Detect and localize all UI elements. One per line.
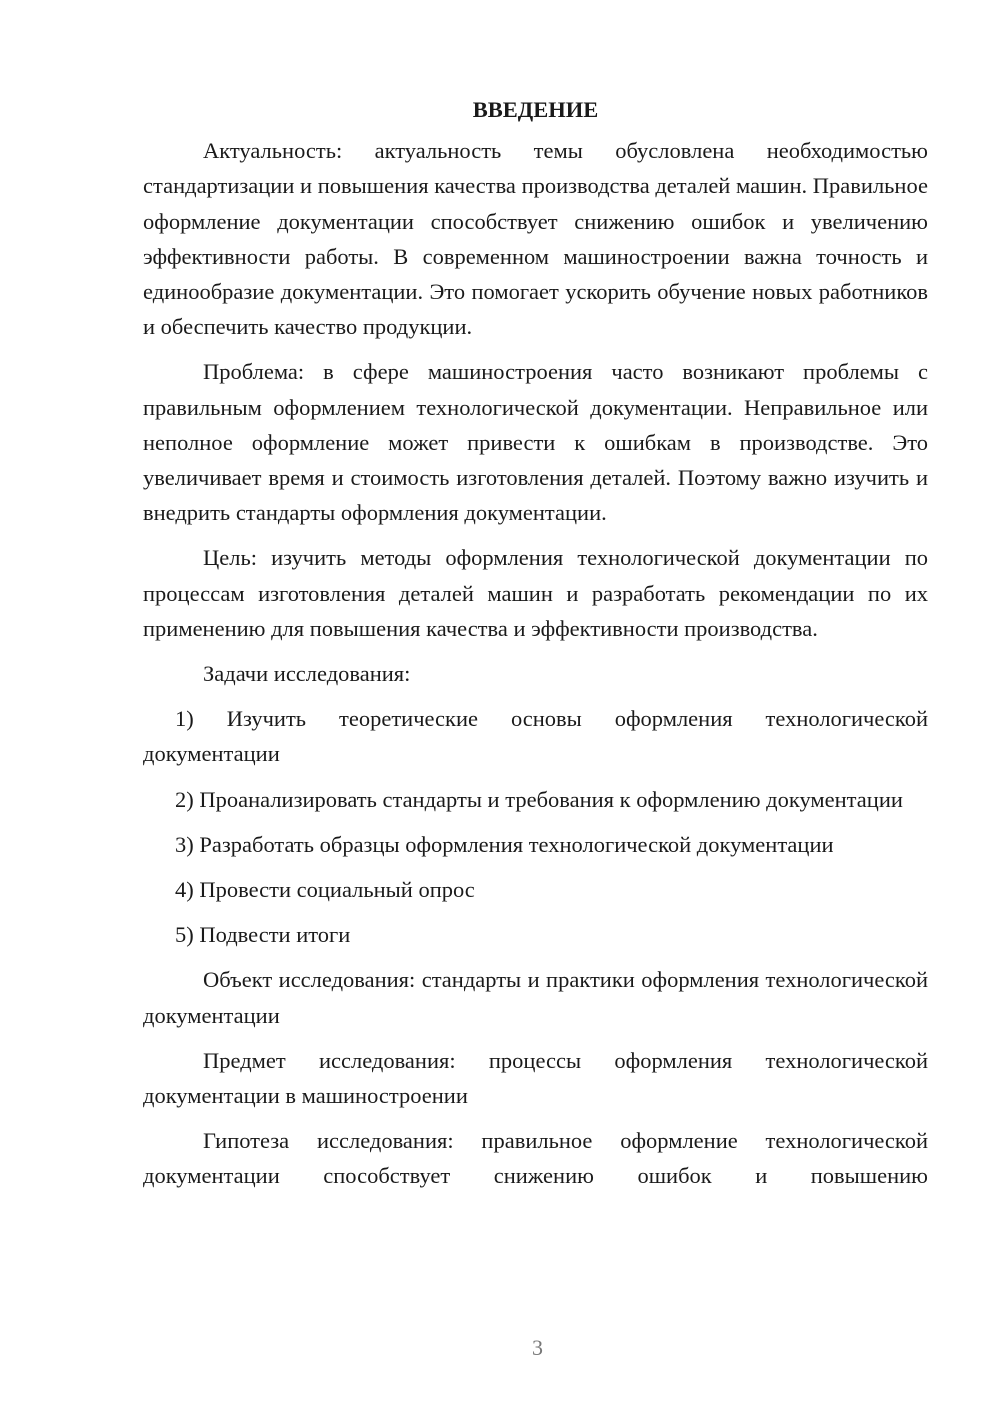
task-item-1: 1) Изучить теоретические основы оформления технологической документации [143, 706, 928, 767]
paragraph-subject: Предмет исследования: процессы оформления технологической документации в машиностроении [143, 1047, 928, 1109]
tasks-heading: Задачи исследования: [203, 661, 411, 687]
paragraph-goal: Цель: изучить методы оформления технологической документации по процессам изготовления деталей машин и разработать рекомендации по их применению для повышения качества и эффективности производства. [143, 545, 928, 641]
task-item-5: 5) Подвести итоги [175, 922, 351, 948]
paragraph-hypothesis: Гипотеза исследования: правильное оформление технологической документации способствует снижению ошибок и повышению [143, 1128, 928, 1189]
paragraph-relevance: Актуальность: актуальность темы обусловлена необходимостью стандартизации и повышения качества производства деталей машин. Правильное оформление документации способствует снижению ошибок и увеличению эффективности работы. В современном машиностроении важна точность и единообразие документации. Это помогает ускорить обучение новых работников и обеспечить качество продукции. [143, 138, 928, 340]
page-content [143, 92, 928, 1204]
section-title: ВВЕДЕНИЕ [472, 97, 599, 122]
task-item-3: 3) Разработать образцы оформления технологической документации [175, 831, 834, 857]
page-number: 3 [532, 1335, 543, 1360]
paragraph-object: Объект исследования: стандарты и практики оформления технологической документации [143, 967, 928, 1028]
task-item-4: 4) Провести социальный опрос [175, 877, 475, 903]
task-item-2: 2) Проанализировать стандарты и требования к оформлению документации [175, 786, 903, 812]
paragraph-problem: Проблема: в сфере машиностроения часто возникают проблемы с правильным оформлением технологической документации. Неправильное или неполное оформление может привести к ошибкам в производстве. Это увеличивает время и стоимость изготовления деталей. Поэтому важно изучить и внедрить стандарты оформления документации. [143, 359, 928, 526]
